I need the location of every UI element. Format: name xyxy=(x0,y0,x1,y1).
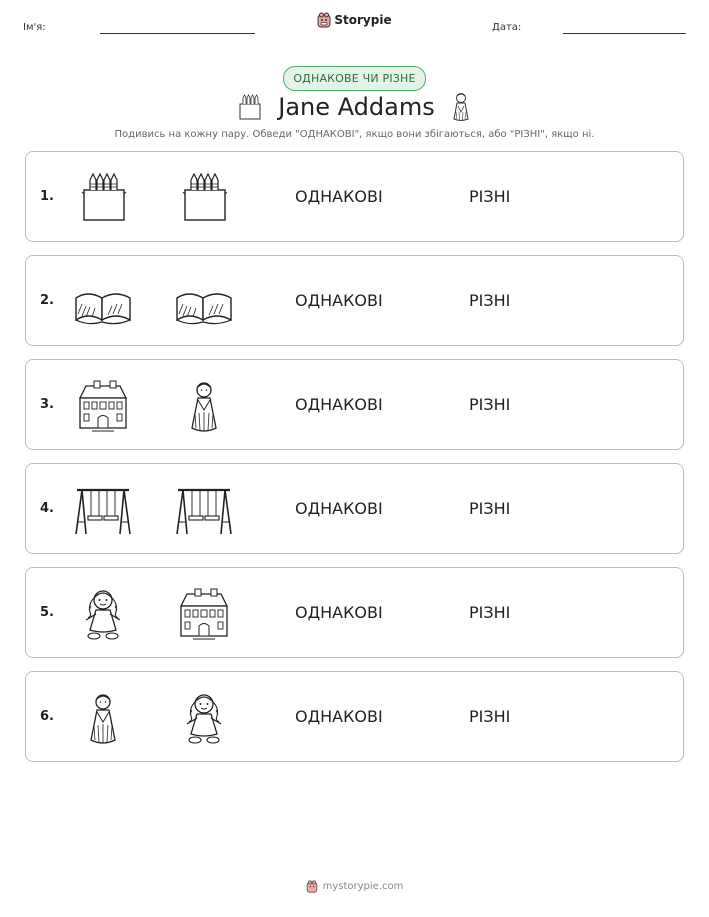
peg-doll-icon xyxy=(72,690,134,746)
option-same[interactable]: ОДНАКОВІ xyxy=(295,499,383,518)
question-row xyxy=(25,359,684,450)
storypie-logo xyxy=(0,12,709,28)
question-row xyxy=(25,671,684,762)
option-different[interactable]: РІЗНІ xyxy=(469,499,511,518)
option-different[interactable]: РІЗНІ xyxy=(469,187,511,206)
option-different[interactable]: РІЗНІ xyxy=(469,707,511,726)
question-row xyxy=(25,463,684,554)
question-number: 4. xyxy=(40,501,54,516)
option-same[interactable]: ОДНАКОВІ xyxy=(295,707,383,726)
question-row xyxy=(25,255,684,346)
rag-doll-icon xyxy=(72,586,134,642)
option-different[interactable]: РІЗНІ xyxy=(469,395,511,414)
open-book-icon xyxy=(72,274,134,330)
date-label: Дата: xyxy=(492,22,522,33)
crayon-box-icon xyxy=(72,170,134,226)
date-line[interactable] xyxy=(563,33,686,34)
option-different[interactable]: РІЗНІ xyxy=(469,603,511,622)
storypie-logo-icon xyxy=(317,12,331,28)
peg-doll-icon xyxy=(451,92,471,122)
footer xyxy=(0,880,709,893)
crayon-box-icon xyxy=(173,170,235,226)
crayon-box-icon xyxy=(238,94,262,120)
option-same[interactable]: ОДНАКОВІ xyxy=(295,187,383,206)
storypie-footer-icon xyxy=(306,880,318,893)
swing-set-icon xyxy=(173,482,235,538)
footer-site: mystorypie.com xyxy=(322,881,404,892)
question-number: 2. xyxy=(40,293,54,308)
question-row xyxy=(25,151,684,242)
open-book-icon xyxy=(173,274,235,330)
worksheet-title: Jane Addams xyxy=(278,93,435,121)
name-line[interactable] xyxy=(100,33,255,34)
name-label: Ім'я: xyxy=(23,22,46,33)
question-number: 6. xyxy=(40,709,54,724)
rag-doll-icon xyxy=(173,690,235,746)
question-number: 5. xyxy=(40,605,54,620)
option-same[interactable]: ОДНАКОВІ xyxy=(295,291,383,310)
house-icon xyxy=(72,378,134,434)
option-different[interactable]: РІЗНІ xyxy=(469,291,511,310)
question-row xyxy=(25,567,684,658)
option-same[interactable]: ОДНАКОВІ xyxy=(295,603,383,622)
worksheet-type-badge: ОДНАКОВЕ ЧИ РІЗНЕ xyxy=(283,66,425,91)
instructions: Подивись на кожну пару. Обведи "ОДНАКОВІ", якщо вони збігаються, або "РІЗНІ", якщо ні. xyxy=(114,129,595,140)
peg-doll-icon xyxy=(173,378,235,434)
house-icon xyxy=(173,586,235,642)
option-same[interactable]: ОДНАКОВІ xyxy=(295,395,383,414)
brand-name: Storypie xyxy=(334,13,392,27)
question-number: 1. xyxy=(40,189,54,204)
question-number: 3. xyxy=(40,397,54,412)
swing-set-icon xyxy=(72,482,134,538)
